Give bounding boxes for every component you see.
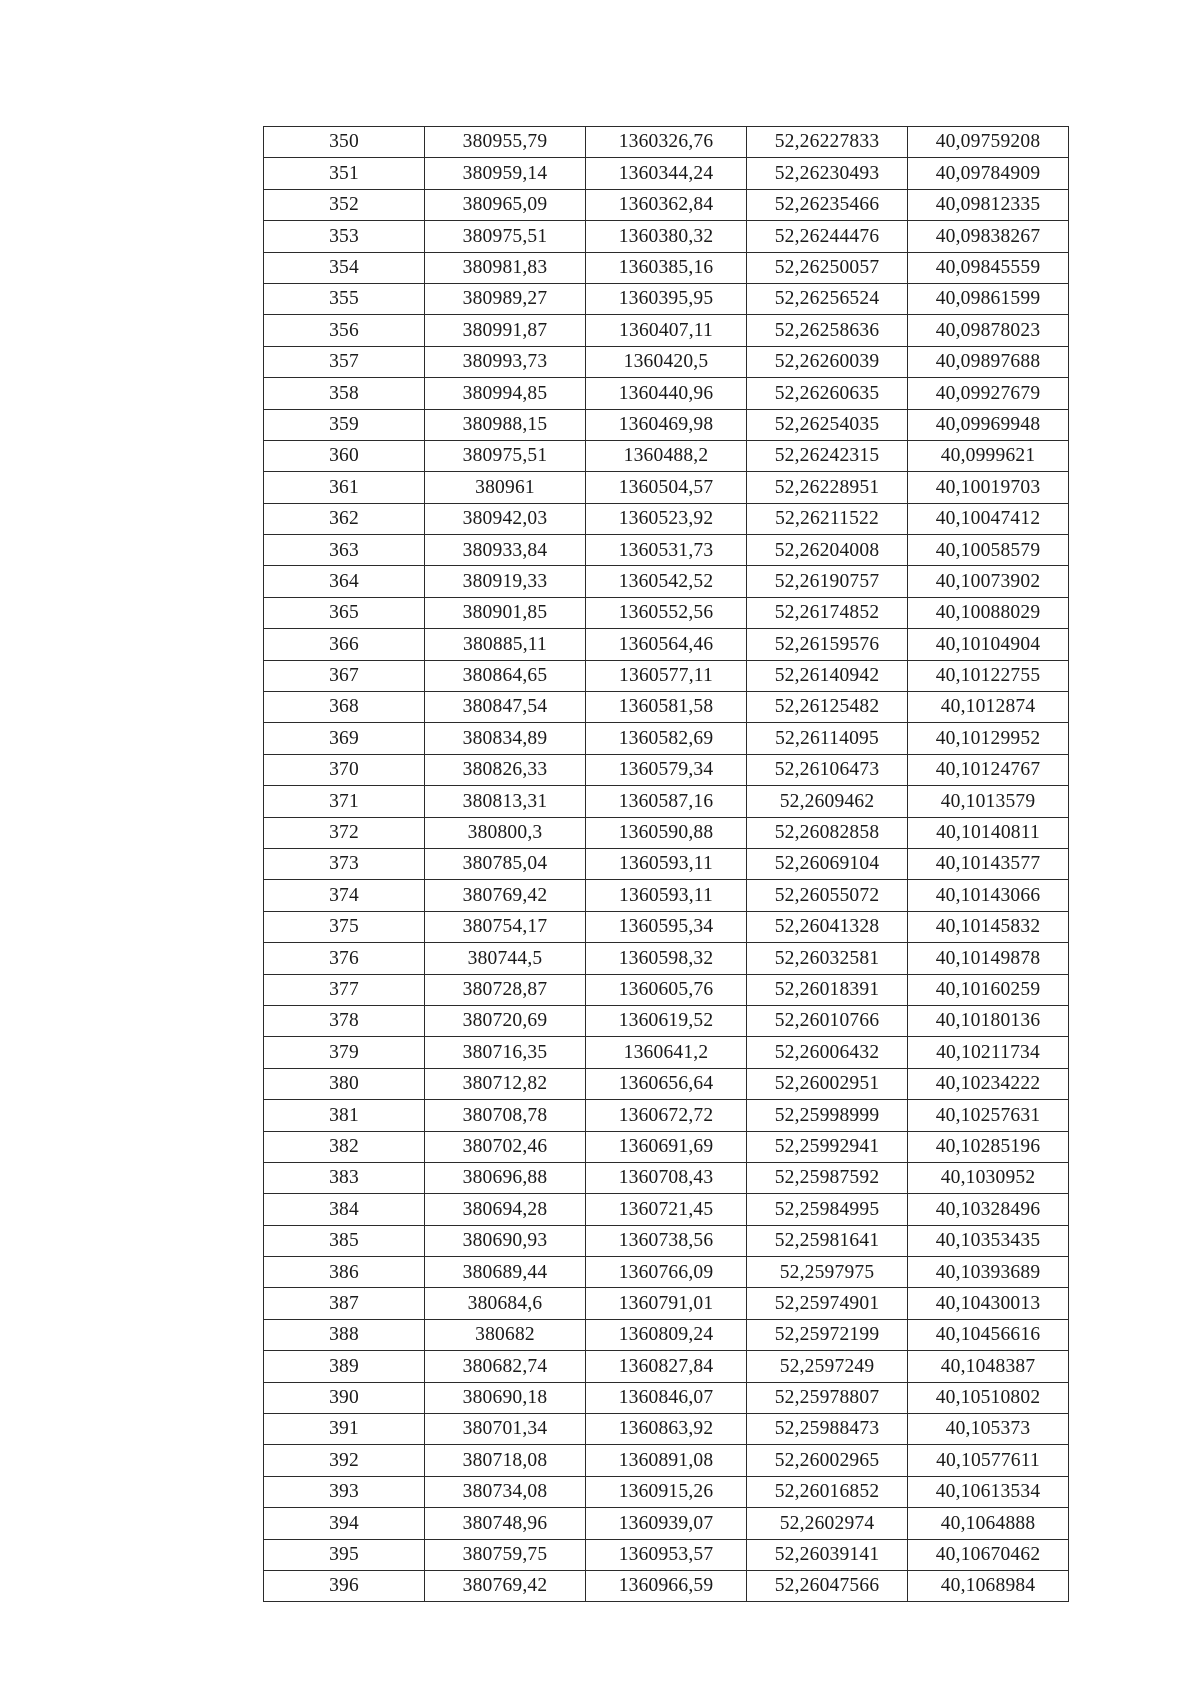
x-coordinate-cell: 380682,74 [425, 1351, 586, 1382]
table-row [264, 1382, 1069, 1413]
x-coordinate-cell: 380690,93 [425, 1225, 586, 1256]
latitude-cell: 52,26230493 [747, 158, 908, 189]
y-coordinate-cell: 1360791,01 [586, 1288, 747, 1319]
y-coordinate-cell: 1360672,72 [586, 1100, 747, 1131]
latitude-cell: 52,26010766 [747, 1005, 908, 1036]
longitude-cell: 40,09897688 [908, 346, 1069, 377]
x-coordinate-cell: 380696,88 [425, 1162, 586, 1193]
table-row [264, 880, 1069, 911]
latitude-cell: 52,25987592 [747, 1162, 908, 1193]
x-coordinate-cell: 380785,04 [425, 848, 586, 879]
latitude-cell: 52,26211522 [747, 503, 908, 534]
y-coordinate-cell: 1360523,92 [586, 503, 747, 534]
point-number-cell: 375 [264, 911, 425, 942]
latitude-cell: 52,25972199 [747, 1319, 908, 1350]
y-coordinate-cell: 1360863,92 [586, 1414, 747, 1445]
latitude-cell: 52,25998999 [747, 1100, 908, 1131]
x-coordinate-cell: 380991,87 [425, 315, 586, 346]
longitude-cell: 40,10143066 [908, 880, 1069, 911]
x-coordinate-cell: 380975,51 [425, 221, 586, 252]
table-row [264, 1539, 1069, 1570]
point-number-cell: 352 [264, 189, 425, 220]
longitude-cell: 40,10430013 [908, 1288, 1069, 1319]
point-number-cell: 367 [264, 660, 425, 691]
longitude-cell: 40,10019703 [908, 472, 1069, 503]
table-row [264, 1005, 1069, 1036]
longitude-cell: 40,10613534 [908, 1476, 1069, 1507]
y-coordinate-cell: 1360577,11 [586, 660, 747, 691]
latitude-cell: 52,26016852 [747, 1476, 908, 1507]
point-number-cell: 353 [264, 221, 425, 252]
point-number-cell: 368 [264, 692, 425, 723]
longitude-cell: 40,10047412 [908, 503, 1069, 534]
x-coordinate-cell: 380813,31 [425, 786, 586, 817]
table-row [264, 1162, 1069, 1193]
table-row [264, 597, 1069, 628]
table-row [264, 629, 1069, 660]
point-number-cell: 366 [264, 629, 425, 660]
longitude-cell: 40,10149878 [908, 943, 1069, 974]
point-number-cell: 383 [264, 1162, 425, 1193]
point-number-cell: 378 [264, 1005, 425, 1036]
y-coordinate-cell: 1360708,43 [586, 1162, 747, 1193]
x-coordinate-cell: 380734,08 [425, 1476, 586, 1507]
longitude-cell: 40,10234222 [908, 1068, 1069, 1099]
y-coordinate-cell: 1360552,56 [586, 597, 747, 628]
point-number-cell: 395 [264, 1539, 425, 1570]
latitude-cell: 52,26106473 [747, 754, 908, 785]
y-coordinate-cell: 1360598,32 [586, 943, 747, 974]
y-coordinate-cell: 1360469,98 [586, 409, 747, 440]
y-coordinate-cell: 1360531,73 [586, 535, 747, 566]
point-number-cell: 379 [264, 1037, 425, 1068]
point-number-cell: 351 [264, 158, 425, 189]
longitude-cell: 40,10129952 [908, 723, 1069, 754]
y-coordinate-cell: 1360809,24 [586, 1319, 747, 1350]
latitude-cell: 52,2609462 [747, 786, 908, 817]
point-number-cell: 391 [264, 1414, 425, 1445]
coordinates-table-body [264, 127, 1069, 1602]
point-number-cell: 360 [264, 440, 425, 471]
y-coordinate-cell: 1360619,52 [586, 1005, 747, 1036]
latitude-cell: 52,26204008 [747, 535, 908, 566]
x-coordinate-cell: 380834,89 [425, 723, 586, 754]
table-row [264, 1037, 1069, 1068]
latitude-cell: 52,26125482 [747, 692, 908, 723]
x-coordinate-cell: 380702,46 [425, 1131, 586, 1162]
longitude-cell: 40,1064888 [908, 1508, 1069, 1539]
latitude-cell: 52,2597975 [747, 1257, 908, 1288]
table-row [264, 252, 1069, 283]
point-number-cell: 396 [264, 1570, 425, 1601]
point-number-cell: 384 [264, 1194, 425, 1225]
longitude-cell: 40,10510802 [908, 1382, 1069, 1413]
y-coordinate-cell: 1360939,07 [586, 1508, 747, 1539]
x-coordinate-cell: 380716,35 [425, 1037, 586, 1068]
longitude-cell: 40,1068984 [908, 1570, 1069, 1601]
longitude-cell: 40,10124767 [908, 754, 1069, 785]
latitude-cell: 52,26190757 [747, 566, 908, 597]
latitude-cell: 52,26242315 [747, 440, 908, 471]
point-number-cell: 394 [264, 1508, 425, 1539]
y-coordinate-cell: 1360827,84 [586, 1351, 747, 1382]
latitude-cell: 52,26032581 [747, 943, 908, 974]
point-number-cell: 365 [264, 597, 425, 628]
longitude-cell: 40,105373 [908, 1414, 1069, 1445]
longitude-cell: 40,10088029 [908, 597, 1069, 628]
point-number-cell: 358 [264, 378, 425, 409]
latitude-cell: 52,26250057 [747, 252, 908, 283]
y-coordinate-cell: 1360504,57 [586, 472, 747, 503]
latitude-cell: 52,26228951 [747, 472, 908, 503]
x-coordinate-cell: 380864,65 [425, 660, 586, 691]
latitude-cell: 52,26260635 [747, 378, 908, 409]
table-row [264, 1257, 1069, 1288]
point-number-cell: 386 [264, 1257, 425, 1288]
point-number-cell: 371 [264, 786, 425, 817]
x-coordinate-cell: 380847,54 [425, 692, 586, 723]
longitude-cell: 40,10211734 [908, 1037, 1069, 1068]
table-row [264, 1414, 1069, 1445]
y-coordinate-cell: 1360953,57 [586, 1539, 747, 1570]
latitude-cell: 52,26244476 [747, 221, 908, 252]
latitude-cell: 52,25988473 [747, 1414, 908, 1445]
longitude-cell: 40,10285196 [908, 1131, 1069, 1162]
table-row [264, 1100, 1069, 1131]
table-row [264, 346, 1069, 377]
x-coordinate-cell: 380826,33 [425, 754, 586, 785]
latitude-cell: 52,26041328 [747, 911, 908, 942]
table-row [264, 566, 1069, 597]
table-row [264, 1194, 1069, 1225]
x-coordinate-cell: 380993,73 [425, 346, 586, 377]
latitude-cell: 52,26002965 [747, 1445, 908, 1476]
y-coordinate-cell: 1360766,09 [586, 1257, 747, 1288]
x-coordinate-cell: 380989,27 [425, 283, 586, 314]
longitude-cell: 40,10140811 [908, 817, 1069, 848]
latitude-cell: 52,26140942 [747, 660, 908, 691]
longitude-cell: 40,1013579 [908, 786, 1069, 817]
table-row [264, 440, 1069, 471]
x-coordinate-cell: 380988,15 [425, 409, 586, 440]
y-coordinate-cell: 1360385,16 [586, 252, 747, 283]
point-number-cell: 361 [264, 472, 425, 503]
point-number-cell: 363 [264, 535, 425, 566]
point-number-cell: 364 [264, 566, 425, 597]
x-coordinate-cell: 380701,34 [425, 1414, 586, 1445]
latitude-cell: 52,25978807 [747, 1382, 908, 1413]
latitude-cell: 52,25981641 [747, 1225, 908, 1256]
longitude-cell: 40,1030952 [908, 1162, 1069, 1193]
point-number-cell: 390 [264, 1382, 425, 1413]
table-row [264, 1319, 1069, 1350]
latitude-cell: 52,2597249 [747, 1351, 908, 1382]
latitude-cell: 52,26018391 [747, 974, 908, 1005]
latitude-cell: 52,26227833 [747, 127, 908, 158]
table-row [264, 1476, 1069, 1507]
latitude-cell: 52,26055072 [747, 880, 908, 911]
x-coordinate-cell: 380759,75 [425, 1539, 586, 1570]
latitude-cell: 52,26256524 [747, 283, 908, 314]
table-row [264, 817, 1069, 848]
latitude-cell: 52,26235466 [747, 189, 908, 220]
latitude-cell: 52,26002951 [747, 1068, 908, 1099]
y-coordinate-cell: 1360440,96 [586, 378, 747, 409]
longitude-cell: 40,10670462 [908, 1539, 1069, 1570]
latitude-cell: 52,26039141 [747, 1539, 908, 1570]
latitude-cell: 52,26114095 [747, 723, 908, 754]
longitude-cell: 40,09812335 [908, 189, 1069, 220]
point-number-cell: 356 [264, 315, 425, 346]
x-coordinate-cell: 380975,51 [425, 440, 586, 471]
longitude-cell: 40,10160259 [908, 974, 1069, 1005]
table-row [264, 1288, 1069, 1319]
latitude-cell: 52,26260039 [747, 346, 908, 377]
table-row [264, 315, 1069, 346]
x-coordinate-cell: 380933,84 [425, 535, 586, 566]
x-coordinate-cell: 380955,79 [425, 127, 586, 158]
y-coordinate-cell: 1360846,07 [586, 1382, 747, 1413]
point-number-cell: 350 [264, 127, 425, 158]
point-number-cell: 359 [264, 409, 425, 440]
point-number-cell: 355 [264, 283, 425, 314]
longitude-cell: 40,09927679 [908, 378, 1069, 409]
table-row [264, 503, 1069, 534]
longitude-cell: 40,09784909 [908, 158, 1069, 189]
point-number-cell: 380 [264, 1068, 425, 1099]
x-coordinate-cell: 380965,09 [425, 189, 586, 220]
x-coordinate-cell: 380919,33 [425, 566, 586, 597]
x-coordinate-cell: 380690,18 [425, 1382, 586, 1413]
longitude-cell: 40,09878023 [908, 315, 1069, 346]
y-coordinate-cell: 1360344,24 [586, 158, 747, 189]
y-coordinate-cell: 1360593,11 [586, 880, 747, 911]
y-coordinate-cell: 1360582,69 [586, 723, 747, 754]
table-row [264, 1570, 1069, 1601]
x-coordinate-cell: 380754,17 [425, 911, 586, 942]
y-coordinate-cell: 1360542,52 [586, 566, 747, 597]
longitude-cell: 40,10393689 [908, 1257, 1069, 1288]
longitude-cell: 40,09838267 [908, 221, 1069, 252]
x-coordinate-cell: 380689,44 [425, 1257, 586, 1288]
longitude-cell: 40,10058579 [908, 535, 1069, 566]
table-row [264, 127, 1069, 158]
table-row [264, 1131, 1069, 1162]
point-number-cell: 374 [264, 880, 425, 911]
x-coordinate-cell: 380942,03 [425, 503, 586, 534]
y-coordinate-cell: 1360380,32 [586, 221, 747, 252]
y-coordinate-cell: 1360362,84 [586, 189, 747, 220]
y-coordinate-cell: 1360579,34 [586, 754, 747, 785]
x-coordinate-cell: 380744,5 [425, 943, 586, 974]
table-row [264, 848, 1069, 879]
y-coordinate-cell: 1360407,11 [586, 315, 747, 346]
table-row [264, 723, 1069, 754]
latitude-cell: 52,26159576 [747, 629, 908, 660]
table-row [264, 283, 1069, 314]
point-number-cell: 372 [264, 817, 425, 848]
point-number-cell: 376 [264, 943, 425, 974]
y-coordinate-cell: 1360488,2 [586, 440, 747, 471]
table-row [264, 1445, 1069, 1476]
longitude-cell: 40,09861599 [908, 283, 1069, 314]
longitude-cell: 40,10257631 [908, 1100, 1069, 1131]
y-coordinate-cell: 1360891,08 [586, 1445, 747, 1476]
table-row [264, 189, 1069, 220]
y-coordinate-cell: 1360395,95 [586, 283, 747, 314]
longitude-cell: 40,09969948 [908, 409, 1069, 440]
x-coordinate-cell: 380961 [425, 472, 586, 503]
point-number-cell: 385 [264, 1225, 425, 1256]
table-row [264, 754, 1069, 785]
latitude-cell: 52,26174852 [747, 597, 908, 628]
longitude-cell: 40,10145832 [908, 911, 1069, 942]
longitude-cell: 40,10180136 [908, 1005, 1069, 1036]
coordinates-table [263, 126, 1069, 1602]
latitude-cell: 52,26082858 [747, 817, 908, 848]
longitude-cell: 40,10104904 [908, 629, 1069, 660]
table-row [264, 158, 1069, 189]
table-row [264, 974, 1069, 1005]
latitude-cell: 52,26006432 [747, 1037, 908, 1068]
longitude-cell: 40,09845559 [908, 252, 1069, 283]
table-row [264, 1351, 1069, 1382]
y-coordinate-cell: 1360595,34 [586, 911, 747, 942]
point-number-cell: 387 [264, 1288, 425, 1319]
y-coordinate-cell: 1360605,76 [586, 974, 747, 1005]
table-row [264, 943, 1069, 974]
point-number-cell: 357 [264, 346, 425, 377]
latitude-cell: 52,26069104 [747, 848, 908, 879]
x-coordinate-cell: 380800,3 [425, 817, 586, 848]
table-row [264, 786, 1069, 817]
latitude-cell: 52,2602974 [747, 1508, 908, 1539]
y-coordinate-cell: 1360738,56 [586, 1225, 747, 1256]
x-coordinate-cell: 380748,96 [425, 1508, 586, 1539]
x-coordinate-cell: 380901,85 [425, 597, 586, 628]
point-number-cell: 393 [264, 1476, 425, 1507]
y-coordinate-cell: 1360656,64 [586, 1068, 747, 1099]
table-row [264, 221, 1069, 252]
y-coordinate-cell: 1360966,59 [586, 1570, 747, 1601]
x-coordinate-cell: 380718,08 [425, 1445, 586, 1476]
table-row [264, 1508, 1069, 1539]
table-row [264, 409, 1069, 440]
latitude-cell: 52,26258636 [747, 315, 908, 346]
table-row [264, 535, 1069, 566]
point-number-cell: 392 [264, 1445, 425, 1476]
point-number-cell: 354 [264, 252, 425, 283]
x-coordinate-cell: 380769,42 [425, 1570, 586, 1601]
table-row [264, 1068, 1069, 1099]
y-coordinate-cell: 1360581,58 [586, 692, 747, 723]
table-row [264, 692, 1069, 723]
latitude-cell: 52,25974901 [747, 1288, 908, 1319]
point-number-cell: 389 [264, 1351, 425, 1382]
latitude-cell: 52,26254035 [747, 409, 908, 440]
point-number-cell: 362 [264, 503, 425, 534]
longitude-cell: 40,09759208 [908, 127, 1069, 158]
point-number-cell: 382 [264, 1131, 425, 1162]
point-number-cell: 388 [264, 1319, 425, 1350]
table-row [264, 911, 1069, 942]
table-row [264, 378, 1069, 409]
x-coordinate-cell: 380708,78 [425, 1100, 586, 1131]
longitude-cell: 40,10328496 [908, 1194, 1069, 1225]
longitude-cell: 40,1048387 [908, 1351, 1069, 1382]
x-coordinate-cell: 380684,6 [425, 1288, 586, 1319]
longitude-cell: 40,10073902 [908, 566, 1069, 597]
longitude-cell: 40,1012874 [908, 692, 1069, 723]
longitude-cell: 40,0999621 [908, 440, 1069, 471]
point-number-cell: 370 [264, 754, 425, 785]
x-coordinate-cell: 380959,14 [425, 158, 586, 189]
point-number-cell: 377 [264, 974, 425, 1005]
x-coordinate-cell: 380994,85 [425, 378, 586, 409]
y-coordinate-cell: 1360326,76 [586, 127, 747, 158]
latitude-cell: 52,25992941 [747, 1131, 908, 1162]
longitude-cell: 40,10143577 [908, 848, 1069, 879]
y-coordinate-cell: 1360691,69 [586, 1131, 747, 1162]
y-coordinate-cell: 1360721,45 [586, 1194, 747, 1225]
x-coordinate-cell: 380720,69 [425, 1005, 586, 1036]
x-coordinate-cell: 380694,28 [425, 1194, 586, 1225]
point-number-cell: 381 [264, 1100, 425, 1131]
longitude-cell: 40,10577611 [908, 1445, 1069, 1476]
x-coordinate-cell: 380712,82 [425, 1068, 586, 1099]
x-coordinate-cell: 380981,83 [425, 252, 586, 283]
y-coordinate-cell: 1360587,16 [586, 786, 747, 817]
point-number-cell: 369 [264, 723, 425, 754]
table-row [264, 472, 1069, 503]
longitude-cell: 40,10353435 [908, 1225, 1069, 1256]
x-coordinate-cell: 380885,11 [425, 629, 586, 660]
longitude-cell: 40,10456616 [908, 1319, 1069, 1350]
latitude-cell: 52,26047566 [747, 1570, 908, 1601]
y-coordinate-cell: 1360915,26 [586, 1476, 747, 1507]
point-number-cell: 373 [264, 848, 425, 879]
longitude-cell: 40,10122755 [908, 660, 1069, 691]
x-coordinate-cell: 380769,42 [425, 880, 586, 911]
latitude-cell: 52,25984995 [747, 1194, 908, 1225]
y-coordinate-cell: 1360593,11 [586, 848, 747, 879]
y-coordinate-cell: 1360564,46 [586, 629, 747, 660]
y-coordinate-cell: 1360641,2 [586, 1037, 747, 1068]
x-coordinate-cell: 380728,87 [425, 974, 586, 1005]
y-coordinate-cell: 1360420,5 [586, 346, 747, 377]
x-coordinate-cell: 380682 [425, 1319, 586, 1350]
table-row [264, 1225, 1069, 1256]
table-row [264, 660, 1069, 691]
y-coordinate-cell: 1360590,88 [586, 817, 747, 848]
